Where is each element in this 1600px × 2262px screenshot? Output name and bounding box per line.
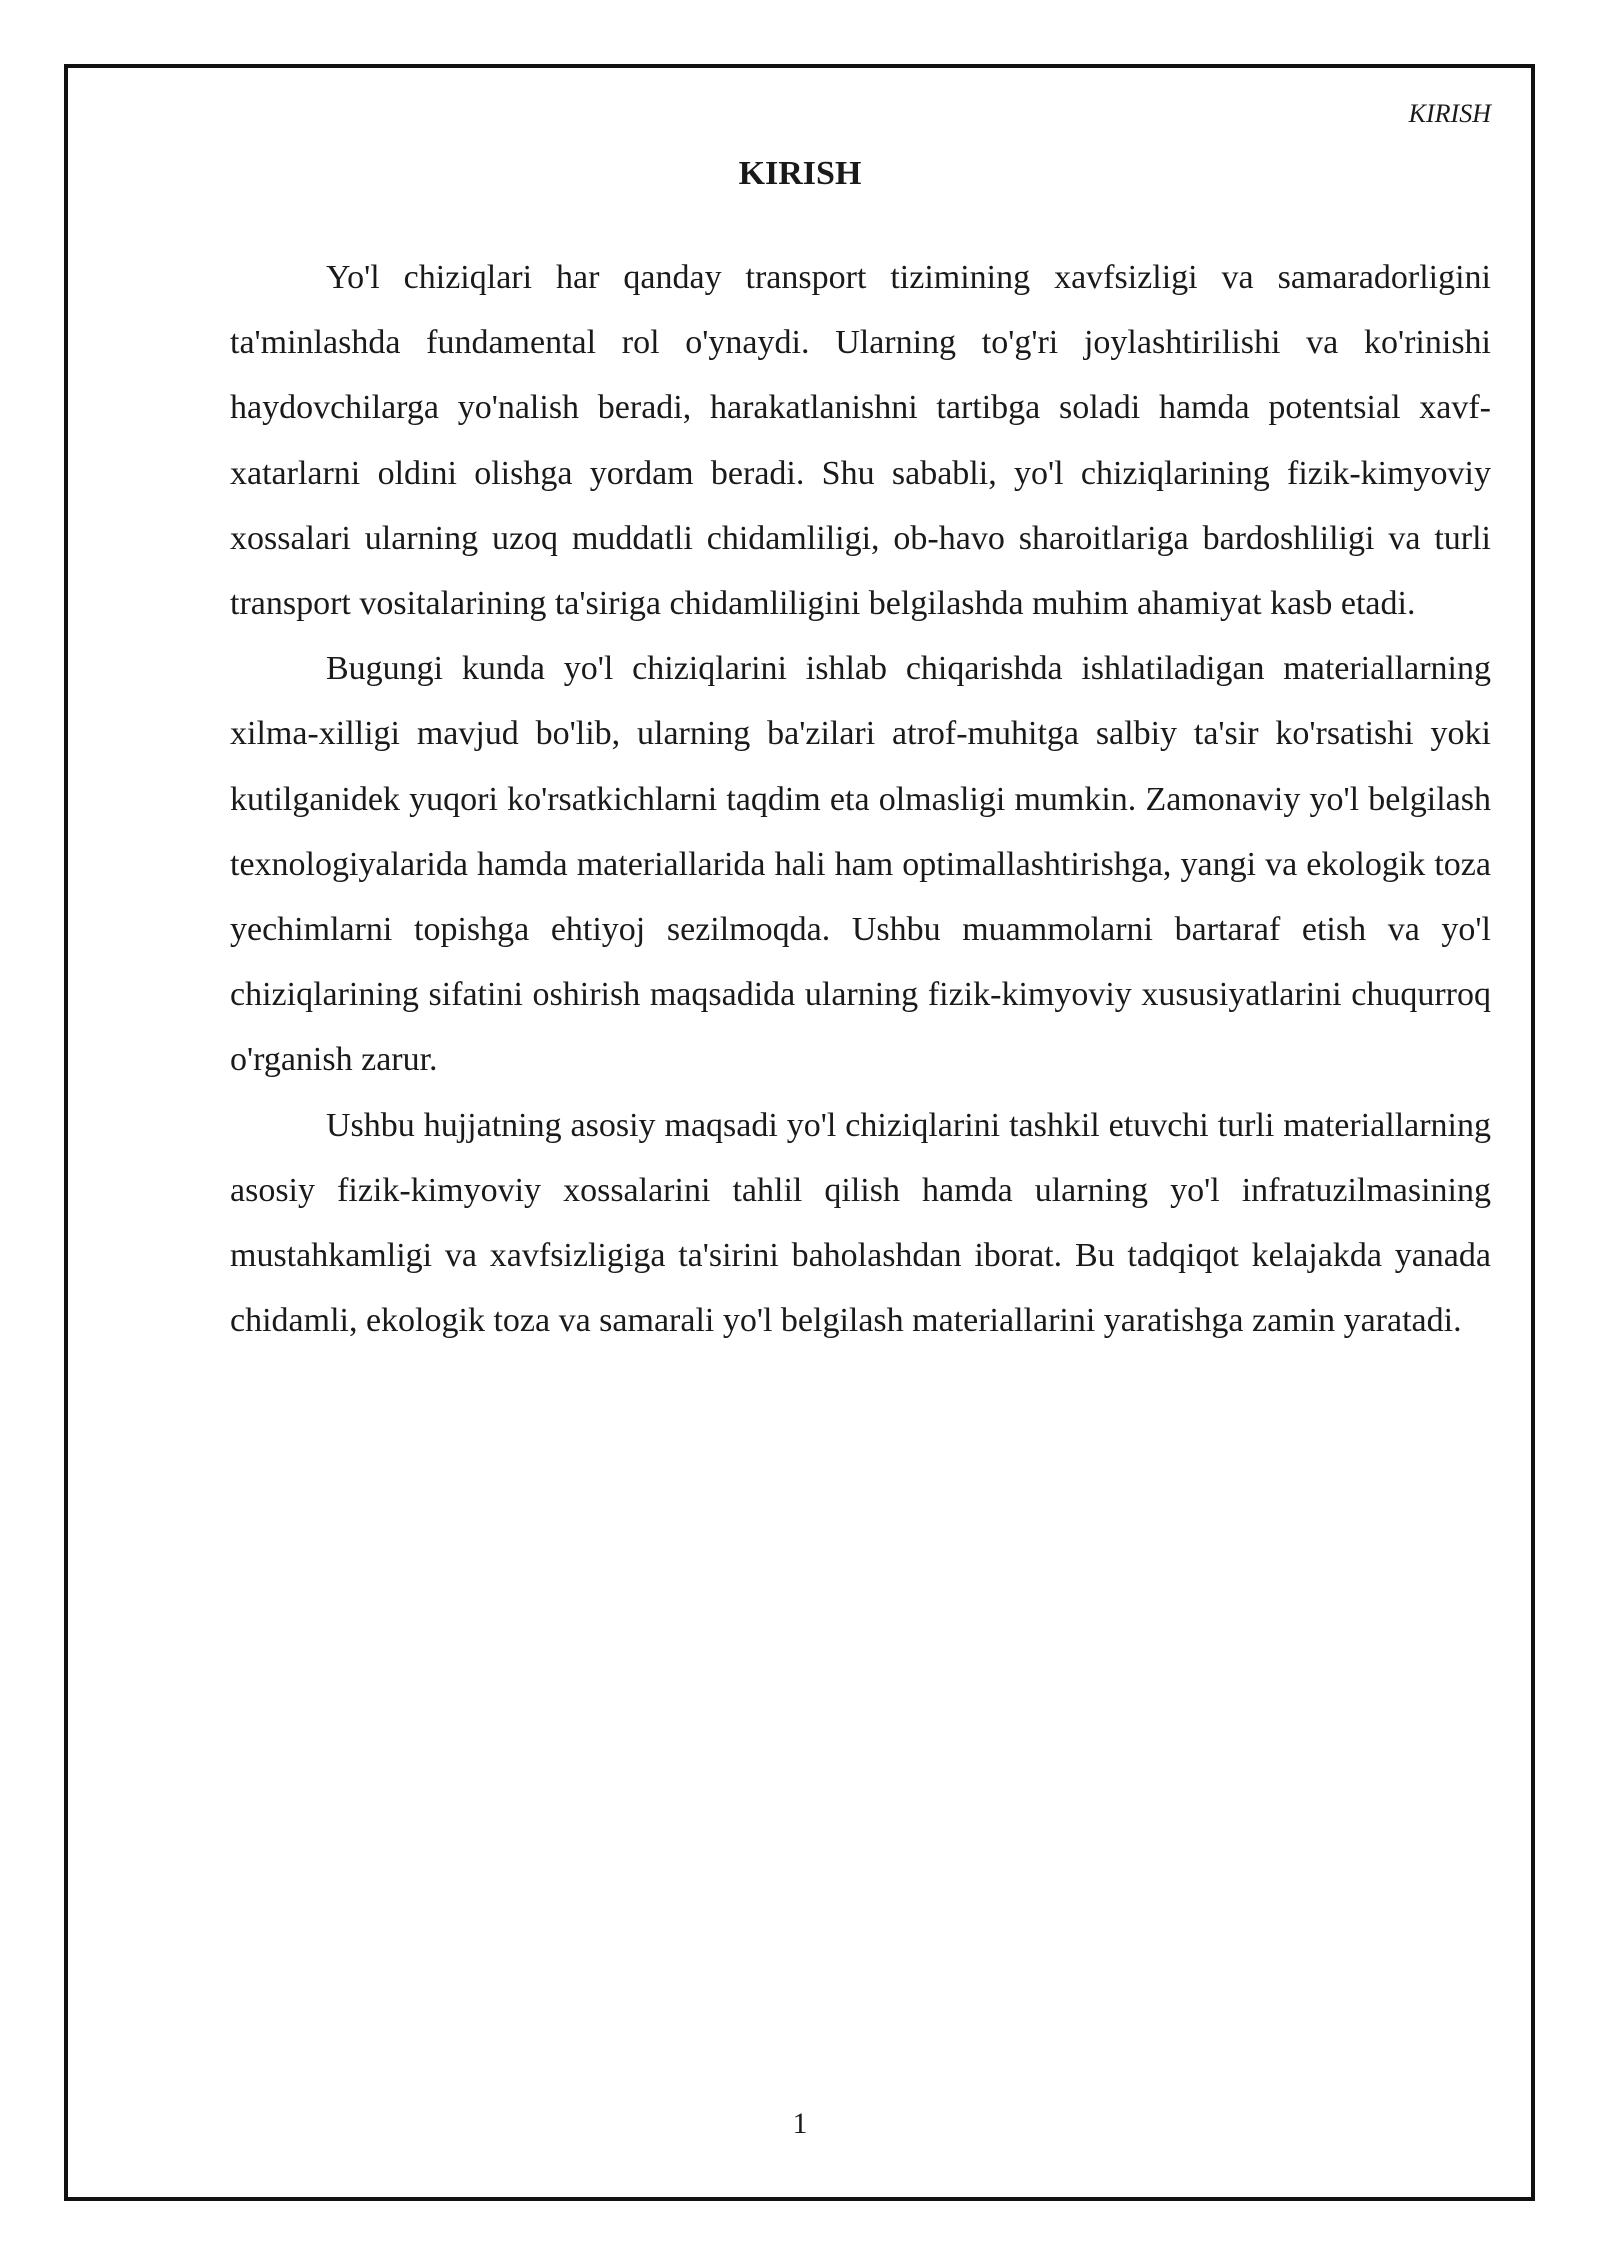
paragraph: Yo'l chiziqlari har qanday transport tizimining xavfsizligi va samaradorligini ta'minlashda fundamental rol o'ynaydi. Ularning to'g'ri joylashtirilishi va ko'rinishi haydovchilarga yo'nalish beradi, harakatlanishni tartibga soladi hamda potentsial xavf-xatarlarni oldini olishga yordam beradi. Shu sababli, yo'l chiziqlarining fizik-kimyoviy xossalari ularning uzoq muddatli chidamliligi, ob-havo sharoitlariga bardoshliligi va turli transport vositalarining ta'siriga chidamliligini belgilashda muhim ahamiyat kasb etadi.	[230, 259, 1491, 623]
paragraph: Bugungi kunda yo'l chiziqlarini ishlab chiqarishda ishlatiladigan materiallarning xilma-xilligi mavjud bo'lib, ularning ba'zilari atrof-muhitga salbiy ta'sir ko'rsatishi yoki kutilganidek yuqori ko'rsatkichlarni taqdim eta olmasligi mumkin. Zamonaviy yo'l belgilash texnologiyalarida hamda materiallarida hali ham optimallashtirishga, yangi va ekologik toza yechimlarni topishga ehtiyoj sezilmoqda. Ushbu muammolarni bartaraf etish va yo'l chiziqlarining sifatini oshirish maqsadida ularning fizik-kimyoviy xususiyatlarini chuqurroq o'rganish zarur.	[230, 650, 1491, 1079]
paragraph: Ushbu hujjatning asosiy maqsadi yo'l chiziqlarini tashkil etuvchi turli materiallarning asosiy fizik-kimyoviy xossalarini tahlil qilish hamda ularning yo'l infratuzilmasining mustahkamligi va xavfsizligiga ta'sirini baholashdan iborat. Bu tadqiqot kelajakda yanada chidamli, ekologik toza va samarali yo'l belgilash materiallarini yaratishga zamin yaratadi.	[230, 1106, 1491, 1340]
section-title: KIRISH	[738, 155, 862, 192]
running-header: KIRISH	[1408, 99, 1491, 128]
page-number: 1	[792, 2107, 808, 2140]
body-text	[230, 245, 1491, 1353]
